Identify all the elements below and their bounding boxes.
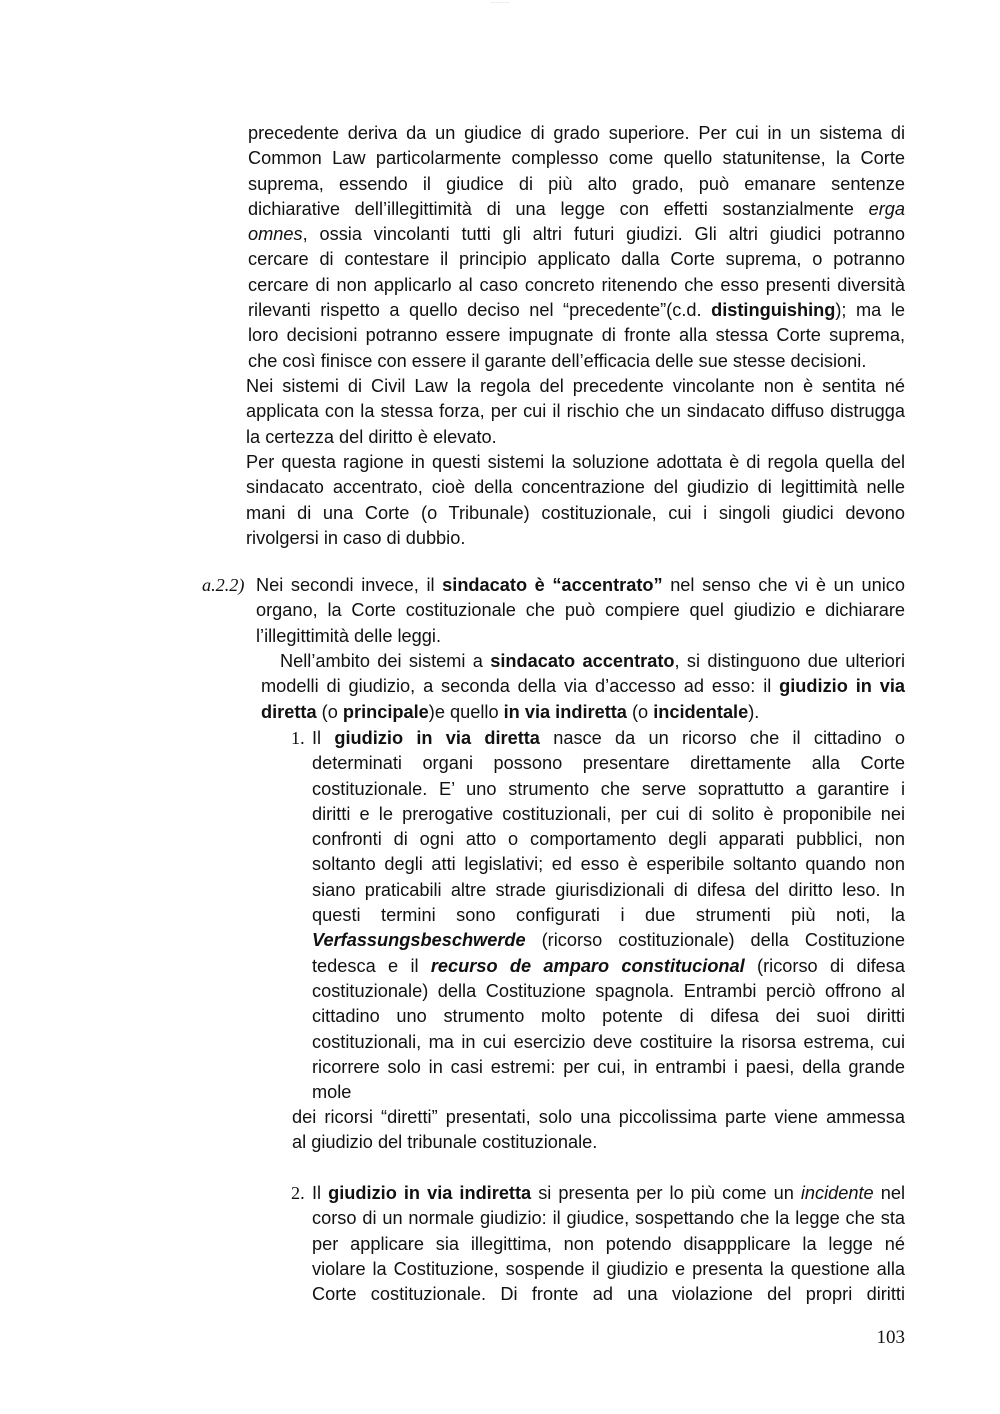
- text-line: al giudizio del tribunale costituzionale.: [292, 1132, 598, 1153]
- text-run: (ricorso di difesa: [744, 955, 905, 976]
- text-run: (ricorso costituzionale) della Costituzione: [525, 930, 905, 951]
- text-run: Il: [312, 728, 335, 748]
- italic-term: omnes: [248, 224, 303, 245]
- text-line: ricorrere solo in casi estremi: per cui, in entrambi i paesi, della grande: [312, 1056, 905, 1077]
- text-run: rilevanti rispetto a quello deciso nel “precedente”(c.d.: [248, 300, 712, 321]
- bold-term: diretta: [261, 701, 317, 722]
- bold-term: in via indiretta: [503, 701, 627, 722]
- text-line: per applicare sia illegittima, non potendo disappplicare la legge né: [312, 1233, 905, 1254]
- section-label: a.2.2): [202, 575, 245, 595]
- text-run: Nell’ambito dei sistemi a: [280, 651, 491, 671]
- text-line: violare la Costituzione, sospende il giudizio e presenta la questione alla: [312, 1258, 905, 1279]
- text-line: rivolgersi in caso di dubbio.: [246, 527, 466, 548]
- text-line: confronti di ogni atto o comportamento degli apparati pubblici, non: [312, 829, 905, 850]
- paragraph-civil-law: [246, 374, 905, 450]
- text-line: costituzionali, ma in cui esercizio deve costituire la risorsa estrema, cui: [312, 1031, 905, 1052]
- text-line: Common Law particolarmente complesso come quello statunitense, la Corte: [248, 148, 905, 169]
- text-run: nel: [873, 1183, 905, 1203]
- list-item-giudizio-indiretto: [312, 1181, 905, 1307]
- text-line: la certezza del diritto è elevato.: [246, 426, 497, 447]
- text-run: tedesca e il: [312, 955, 431, 976]
- bold-italic-term: Verfassungsbeschwerde: [312, 930, 526, 951]
- text-line: [248, 298, 905, 323]
- bold-term: giudizio in via indiretta: [328, 1183, 532, 1203]
- text-line: determinati organi possono presentare direttamente alla Corte: [312, 753, 905, 774]
- text-run: (o: [626, 701, 654, 722]
- text-line: siano praticabili altre strade giurisdizionali di difesa del diritto leso. In: [312, 879, 905, 900]
- text-line: corso di un normale giudizio: il giudice, sospettando che la legge che sta: [312, 1208, 905, 1229]
- bold-term: sindacato accentrato: [490, 651, 675, 671]
- text-line: [312, 928, 905, 953]
- text-line: cercare di contestare il principio applicato dalla Corte suprema, o potranno: [248, 249, 905, 270]
- text-line: cercare di non applicarlo al caso concreto ritenendo che esso presenti diversità: [248, 274, 905, 295]
- text-line: diritti e le prerogative costituzionali, per cui di solito è proponibile nei: [312, 803, 905, 824]
- bold-term: giudizio in via: [779, 676, 905, 697]
- text-line: Nei sistemi di Civil Law la regola del precedente vincolante non è sentita né: [246, 376, 905, 396]
- text-line: sindacato accentrato, cioè della concentrazione del giudizio di legittimità nelle: [246, 477, 905, 498]
- text-line: Corte costituzionale. Di fronte ad una violazione del propri diritti: [312, 1284, 905, 1305]
- text-line: che così finisce con essere il garante dell’efficacia delle sue stesse decisioni.: [248, 350, 867, 371]
- text-line: mani di una Corte (o Tribunale) costituzionale, cui i singoli giudici devono: [246, 502, 905, 523]
- text-run: (o: [316, 701, 343, 722]
- bold-term: incidentale: [653, 701, 749, 722]
- text-line: [256, 573, 905, 598]
- text-line: Per questa ragione in questi sistemi la soluzione adottata è di regola quella del: [246, 452, 905, 472]
- text-run: , si distinguono due ulteriori: [674, 651, 906, 671]
- text-line: soltanto degli atti legislativi; ed esso è esperibile soltanto quando non: [312, 854, 905, 875]
- paragraph-precedente: [248, 121, 905, 374]
- text-run: ).: [748, 701, 760, 722]
- text-run: si presenta per lo più come un: [531, 1183, 801, 1203]
- paragraph-modelli-giudizio: [261, 649, 905, 725]
- paragraph-sindacato-accentrato: [246, 450, 905, 551]
- bold-italic-term: recurso de amparo constitucional: [430, 955, 745, 976]
- list-item-number: 1.: [291, 728, 305, 748]
- text-line: [312, 1181, 905, 1206]
- text-line: suprema, essendo il giudice di più alto grado, può emanare sentenze: [248, 173, 905, 194]
- text-line: loro decisioni potranno essere impugnate di fronte alla stessa Corte suprema,: [248, 325, 905, 346]
- text-run: )e quello: [428, 701, 504, 722]
- text-run: Nei secondi invece, il: [256, 575, 443, 595]
- text-line: organo, la Corte costituzionale che può compiere quel giudizio e dichiarare: [256, 600, 905, 621]
- text-line: [248, 197, 905, 222]
- text-line: [261, 700, 905, 725]
- bold-term: distinguishing: [711, 300, 836, 321]
- text-run: Il: [312, 1183, 329, 1203]
- text-line: cittadino uno strumento molto potente di difesa dei suoi diritti: [312, 1006, 905, 1027]
- text-line: [261, 674, 905, 699]
- text-line: l’illegittimità delle leggi.: [256, 625, 441, 646]
- bold-term: giudizio in via diretta: [334, 728, 540, 748]
- text-line: costituzionale. E’ uno strumento che serve soprattutto a garantire i: [312, 778, 905, 799]
- text-run: nel senso che vi è un unico: [662, 575, 905, 595]
- page-header-mark: — — — — —: [490, 0, 510, 4]
- text-line: [312, 954, 905, 979]
- list-item-giudizio-diretto: [312, 726, 905, 1105]
- list-item-number: 2.: [291, 1183, 305, 1203]
- text-line: [248, 222, 905, 247]
- text-line: precedente deriva da un giudice di grado superiore. Per cui in un sistema di: [248, 123, 905, 143]
- text-line: dei ricorsi “diretti” presentati, solo una piccolissima parte viene ammessa: [292, 1107, 905, 1127]
- text-line: costituzionale) della Costituzione spagnola. Entrambi perciò offrono al: [312, 980, 905, 1001]
- text-run: modelli di giudizio, a seconda della via d’accesso ad esso: il: [261, 676, 780, 697]
- text-line: applicata con la stessa forza, per cui il rischio che un sindacato diffuso distrugga: [246, 401, 905, 422]
- text-line: mole: [312, 1082, 352, 1103]
- list-item-continuation: [292, 1105, 905, 1156]
- bold-term: principale: [342, 701, 429, 722]
- bold-term: sindacato è “accentrato”: [442, 575, 663, 595]
- text-run: nasce da un ricorso che il cittadino o: [539, 728, 905, 748]
- italic-term: erga: [868, 198, 905, 219]
- page-number: 103: [876, 1327, 905, 1348]
- italic-term: incidente: [800, 1183, 874, 1203]
- text-run: ); ma le: [835, 300, 905, 321]
- text-line: [261, 649, 905, 674]
- section-a22-text: [256, 573, 905, 649]
- text-run: dichiarative dell’illegittimità di una legge con effetti sostanzialmente: [248, 198, 869, 219]
- text-run: , ossia vincolanti tutti gli altri futuri giudizi. Gli altri giudici potranno: [302, 224, 905, 245]
- text-line: [312, 726, 905, 751]
- text-line: questi termini sono configurati i due strumenti più noti, la: [312, 905, 905, 926]
